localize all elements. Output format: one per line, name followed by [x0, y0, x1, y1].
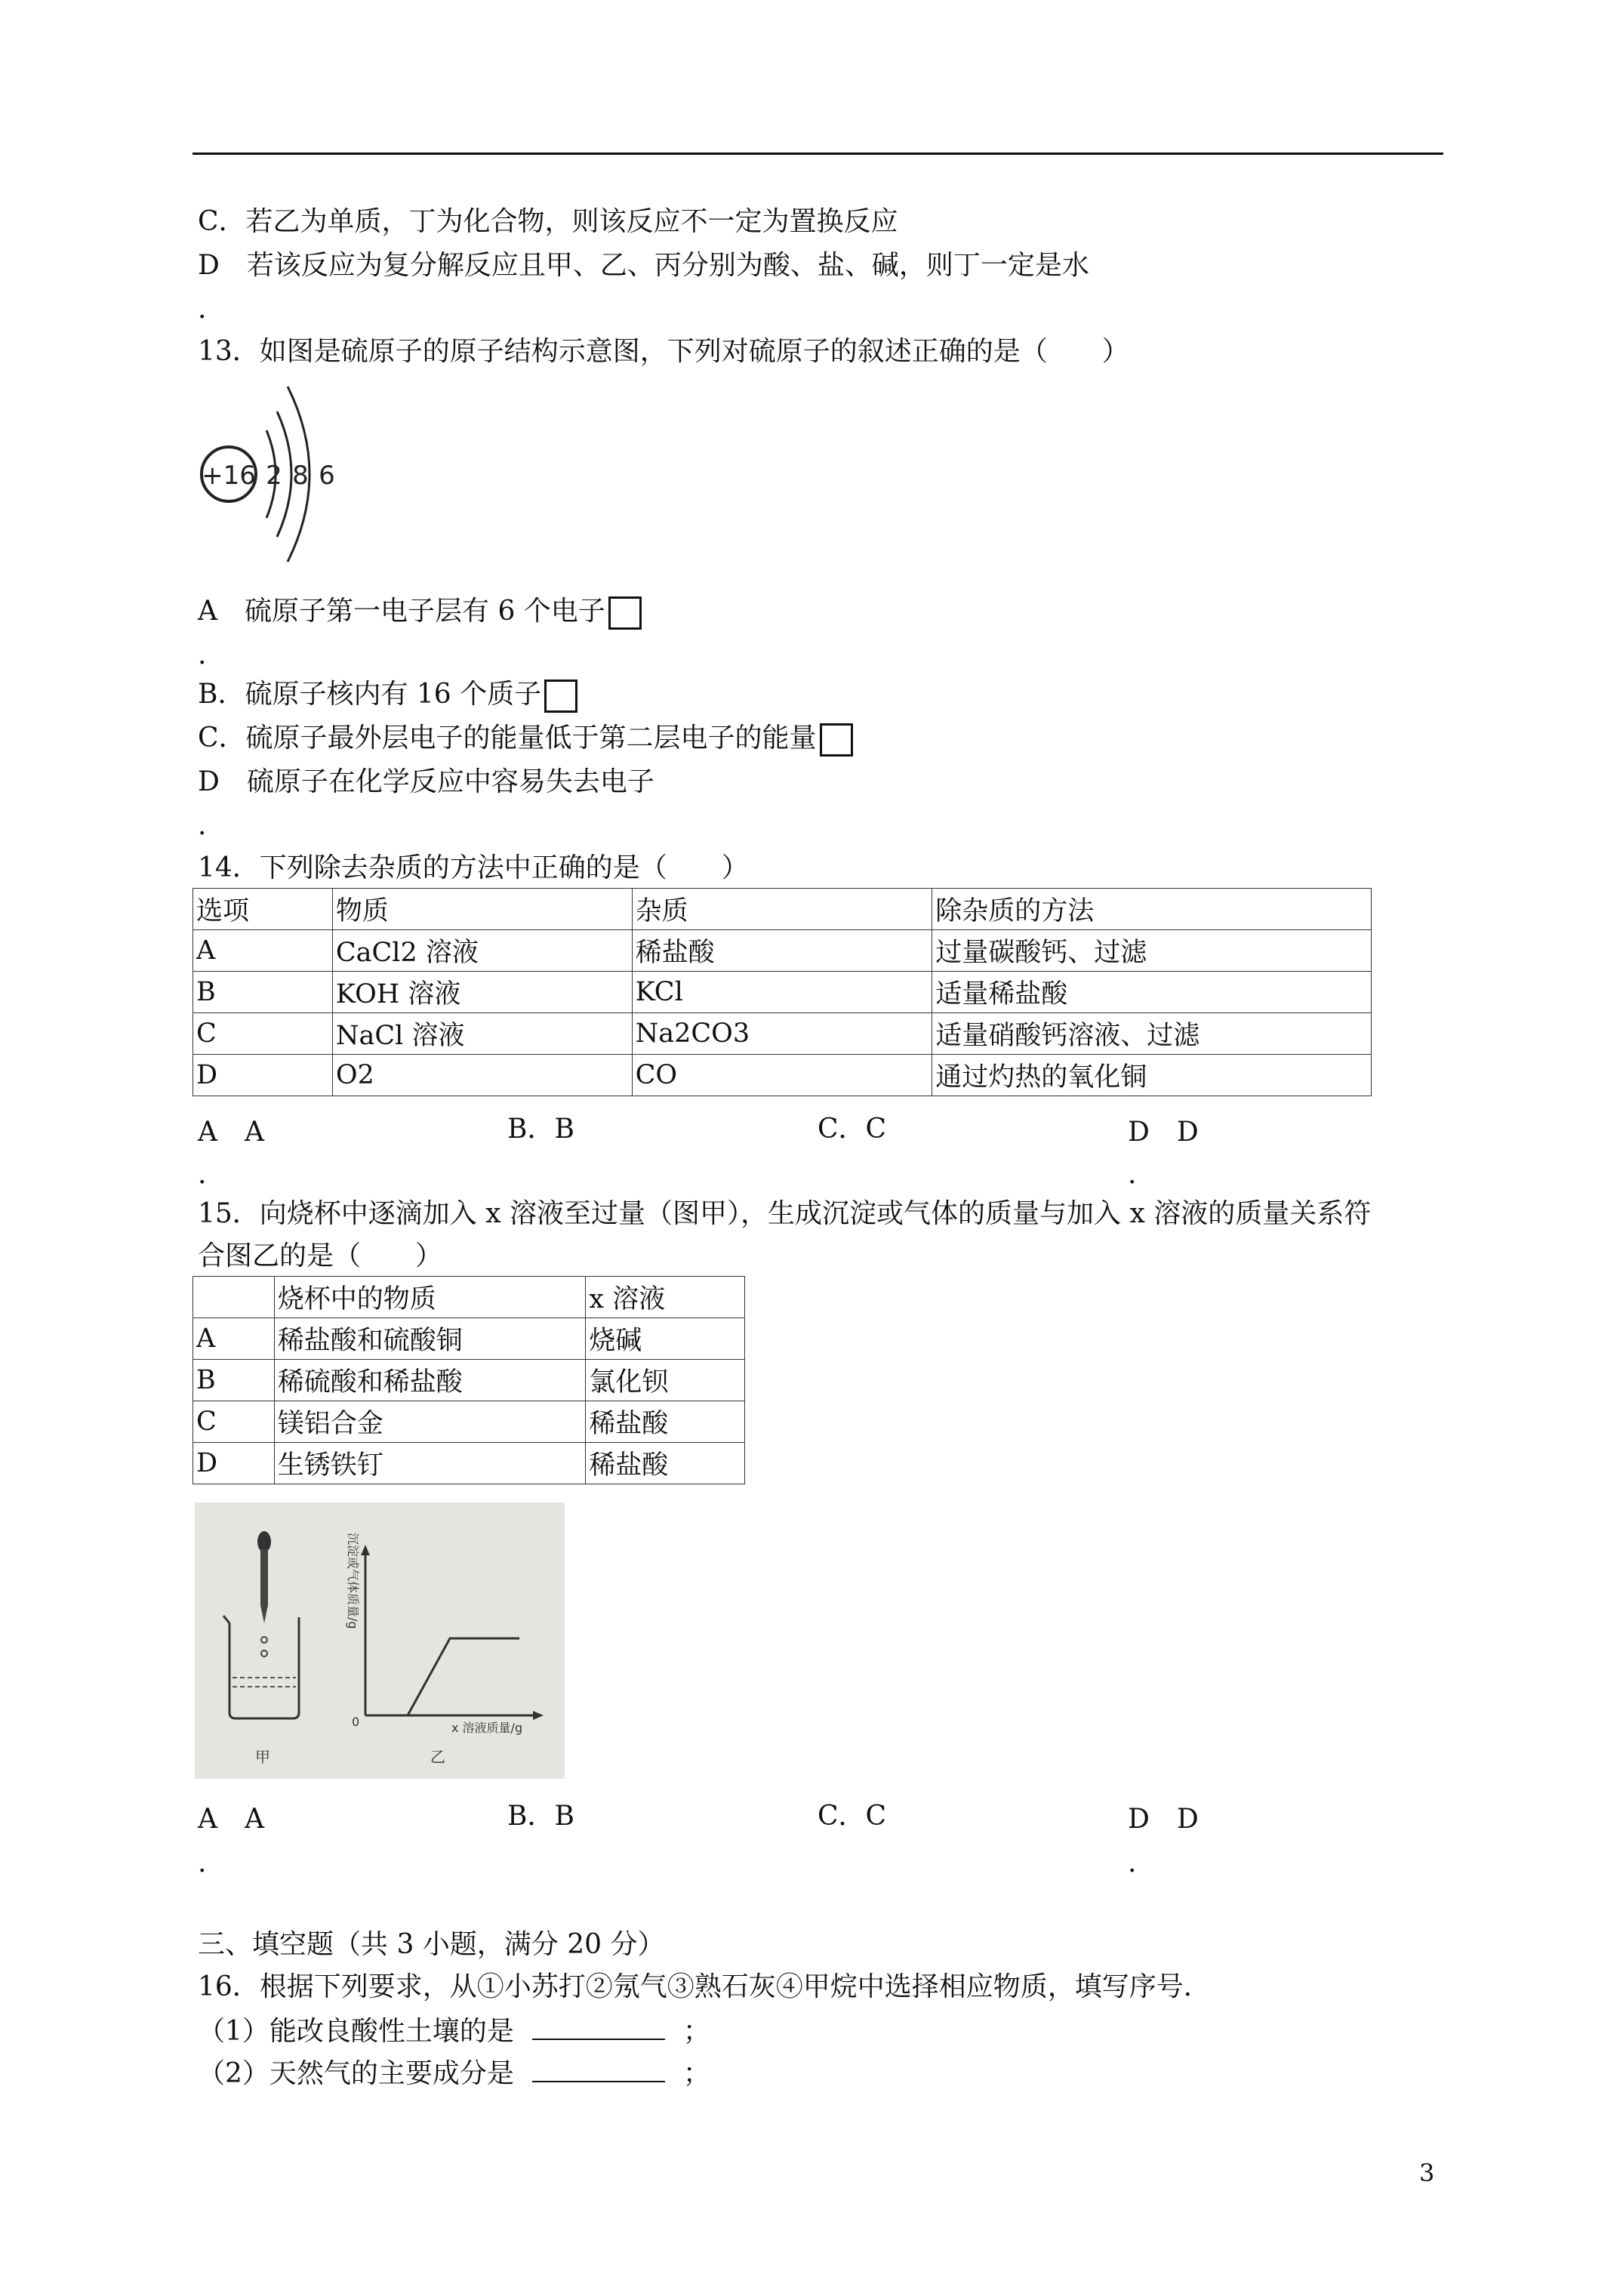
figure-label-yi: 乙: [430, 1748, 445, 1766]
table-cell: NaCl 溶液: [332, 1013, 632, 1055]
table-cell: O2: [332, 1055, 632, 1096]
table-row: [193, 1360, 745, 1401]
q15-table: [192, 1276, 745, 1484]
table-cell: C: [193, 1013, 333, 1055]
q15-answer-d-dot: .: [1128, 1848, 1137, 1878]
q14-answer-d-dot: .: [1128, 1159, 1137, 1190]
q16-part-1: [198, 2013, 710, 2048]
table-cell: C: [193, 1401, 275, 1443]
q13-option-d: D 硫原子在化学反应中容易失去电子: [198, 766, 654, 797]
table-row: [193, 1055, 1372, 1096]
q15-stem-line2: 合图乙的是（ ）: [198, 1240, 443, 1271]
answer-box: [544, 680, 577, 713]
q16-part-2-text: （2）天然气的主要成分是: [198, 2058, 514, 2089]
table-cell: 适量稀盐酸: [932, 972, 1372, 1013]
page-number: 3: [1419, 2159, 1435, 2187]
q13-option-c-text: C．硫原子最外层电子的能量低于第二层电子的能量: [198, 723, 817, 754]
q14-answer-a-dot: .: [198, 1159, 207, 1190]
table-cell: 生锈铁钉: [274, 1443, 586, 1484]
table-cell: A: [193, 930, 333, 972]
graph: [346, 1533, 544, 1735]
table-row: [193, 972, 1372, 1013]
table-cell: KCl: [632, 972, 932, 1013]
table-cell: 稀盐酸: [586, 1443, 745, 1484]
q12-option-c: C．若乙为单质，丁为化合物，则该反应不一定为置换反应: [198, 206, 898, 237]
table-header-cell: 杂质: [632, 889, 932, 930]
table-row: [193, 1443, 745, 1484]
q15-answer-a-dot: .: [198, 1848, 207, 1878]
table-cell: B: [193, 972, 333, 1013]
beaker-icon: [223, 1616, 299, 1718]
q15-answer-a: A A: [198, 1804, 264, 1835]
q13-option-a-text: A 硫原子第一电子层有 6 个电子: [198, 596, 605, 627]
q12-option-d: D 若该反应为复分解反应且甲、乙、丙分别为酸、盐、碱，则丁一定是水: [198, 250, 1089, 281]
table-cell: 适量硝酸钙溶液、过滤: [932, 1013, 1372, 1055]
q13-option-b-text: B．硫原子核内有 16 个质子: [198, 679, 542, 710]
table-header-row: [193, 1277, 745, 1318]
table-header-row: [193, 889, 1372, 930]
table-cell: D: [193, 1443, 275, 1484]
table-cell: 稀盐酸和硫酸铜: [274, 1318, 586, 1360]
q15-answer-c: C．C: [818, 1801, 887, 1832]
nucleus-charge: +16: [202, 461, 256, 491]
q14-answer-a: A A: [198, 1117, 264, 1148]
graph-origin: 0: [352, 1715, 360, 1729]
table-cell: KOH 溶液: [332, 972, 632, 1013]
table-header-cell: 除杂质的方法: [932, 889, 1372, 930]
graph-xlabel: x 溶液质量/g: [451, 1721, 523, 1735]
table-cell: 稀盐酸: [586, 1401, 745, 1443]
shell-2-count: 8: [292, 461, 309, 491]
q13-option-a: [198, 595, 642, 630]
section-3-title: 三、填空题（共 3 小题，满分 20 分）: [198, 1929, 665, 1960]
graph-ylabel: 沉淀或气体质量/g: [346, 1533, 360, 1629]
q15-answer-b: B．B: [507, 1801, 574, 1832]
table-cell: B: [193, 1360, 275, 1401]
header-rule: [192, 153, 1443, 155]
answer-blank[interactable]: [532, 2055, 665, 2082]
shell-3-count: 6: [319, 461, 335, 491]
answer-box: [820, 723, 853, 757]
q15-answer-d: D D: [1128, 1804, 1199, 1835]
table-header-cell: x 溶液: [586, 1277, 745, 1318]
table-cell: 镁铝合金: [274, 1401, 586, 1443]
table-cell: 氯化钡: [586, 1360, 745, 1401]
table-row: [193, 1013, 1372, 1055]
table-row: [193, 930, 1372, 972]
q16-stem: 16．根据下列要求，从①小苏打②氖气③熟石灰④甲烷中选择相应物质，填写序号．: [198, 1971, 1211, 2002]
table-cell: D: [193, 1055, 333, 1096]
table-header-cell: 选项: [193, 889, 333, 930]
q15-figure: [195, 1502, 565, 1779]
q14-answer-b: B．B: [507, 1114, 574, 1145]
table-row: [193, 1318, 745, 1360]
table-cell: 稀硫酸和稀盐酸: [274, 1360, 586, 1401]
q14-table: [192, 888, 1372, 1096]
q13-option-b: [198, 678, 577, 713]
table-header-cell: 烧杯中的物质: [274, 1277, 586, 1318]
q16-part-2-semicolon: ；: [682, 2058, 710, 2089]
q13-option-c: [198, 722, 853, 757]
table-cell: 通过灼热的氧化铜: [932, 1055, 1372, 1096]
table-cell: CO: [632, 1055, 932, 1096]
q14-stem: 14．下列除去杂质的方法中正确的是（ ）: [198, 852, 749, 883]
table-header-cell: 物质: [332, 889, 632, 930]
table-row: [193, 1401, 745, 1443]
table-cell: 稀盐酸: [632, 930, 932, 972]
table-cell: CaCl2 溶液: [332, 930, 632, 972]
table-cell: A: [193, 1318, 275, 1360]
q16-part-1-semicolon: ；: [682, 2016, 710, 2047]
table-cell: 烧碱: [586, 1318, 745, 1360]
sulfur-atom-diagram: [192, 378, 343, 581]
q13-option-d-dot: .: [198, 810, 207, 841]
q12-option-d-dot: .: [198, 294, 207, 325]
dropper-icon: [257, 1531, 271, 1623]
answer-box: [608, 596, 642, 630]
table-cell: Na2CO3: [632, 1013, 932, 1055]
q13-option-a-dot: .: [198, 639, 207, 670]
q13-stem: 13．如图是硫原子的原子结构示意图，下列对硫原子的叙述正确的是（ ）: [198, 336, 1129, 367]
answer-blank[interactable]: [532, 2013, 665, 2040]
q14-answer-d: D D: [1128, 1117, 1199, 1148]
q16-part-1-text: （1）能改良酸性土壤的是: [198, 2016, 514, 2047]
table-header-cell: [193, 1277, 275, 1318]
q15-stem-line1: 15．向烧杯中逐滴加入 x 溶液至过量（图甲），生成沉淀或气体的质量与加入 x 溶液的质量关系符: [198, 1198, 1372, 1229]
shell-1-count: 2: [266, 461, 282, 491]
figure-label-jia: 甲: [255, 1748, 270, 1766]
q16-part-2: [198, 2055, 710, 2091]
q14-answer-c: C．C: [818, 1114, 887, 1145]
table-cell: 过量碳酸钙、过滤: [932, 930, 1372, 972]
